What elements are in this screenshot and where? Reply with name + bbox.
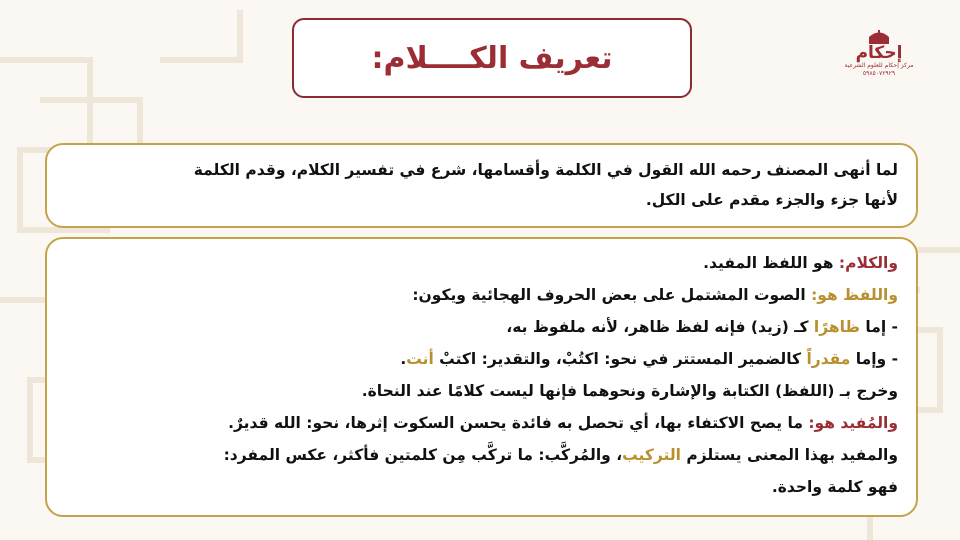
definition-mufid-text: ما يصح الاكتفاء بها، أي تحصل به فائدة يحسن السكوت إثرها، نحو: الله قديرٌ. [228,414,809,432]
logo-subtitle: مركز إحكام للعلوم الشرعية [844,62,914,69]
logo-name: إحكام [855,43,903,63]
lafz-type-zahir [65,311,898,343]
intro-line-1: لما أنهى المصنف رحمه الله القول في الكلمة وأقسامها، شرع في تفسير الكلام، وقدم الكلمة [193,161,898,179]
term-mufid: والمُفيد هو: [808,414,898,432]
intro-box [45,143,918,228]
mufrad-note: فهو كلمة واحدة. [771,478,898,496]
logo [844,30,914,94]
mosque-icon [866,30,892,44]
definition-lafz [65,279,898,311]
lafz-type-muqaddar [65,343,898,375]
term-zahir: ظاهرًا [813,318,861,336]
lafz-type-zahir-text: كـ (زيد) فإنه لفظ ظاهر، لأنه ملفوظ به، [506,318,814,336]
term-lafz: واللفظ هو: [811,286,898,304]
term-muqaddar: مقدراً [806,350,851,368]
definition-lafz-text: الصوت المشتمل على بعض الحروف الهجائية ويكون: [412,286,812,304]
definition-murakkab [65,439,898,471]
definition-kalam [65,247,898,279]
logo-number: ٥٩٨٥٠٧٢٩٢٩ [862,70,896,77]
lafz-type-muqaddar-text: كالضمير المستتر في نحو: اكتُبْ، والتقدير: اكتبْ [433,350,807,368]
definitions-box [45,237,918,517]
term-anta: أنت [406,350,434,368]
definition-murakkab-text: ، والمُركَّب: ما تركَّب مِن كلمتين فأكثر، عكس المفرد: [223,446,623,464]
definition-mufid [65,407,898,439]
exclusion-note: وخرج بـ (اللفظ) الكتابة والإشارة ونحوهما فإنها ليست كلامًا عند النحاة. [361,382,898,400]
lafz-type-zahir-prefix: - إما [860,318,898,336]
page-title: تعريف الكــــلام: [371,40,613,76]
title-box [292,18,692,98]
lafz-type-muqaddar-prefix: - وإما [850,350,898,368]
intro-line-2: لأنها جزء والجزء مقدم على الكل. [645,191,898,209]
term-tarkib: التركيب [622,446,681,464]
term-kalam: والكلام: [838,254,898,272]
definition-kalam-text: هو اللفظ المفيد. [703,254,839,272]
definition-murakkab-prefix: والمفيد بهذا المعنى يستلزم [680,446,898,464]
lafz-type-muqaddar-end: . [400,350,407,368]
